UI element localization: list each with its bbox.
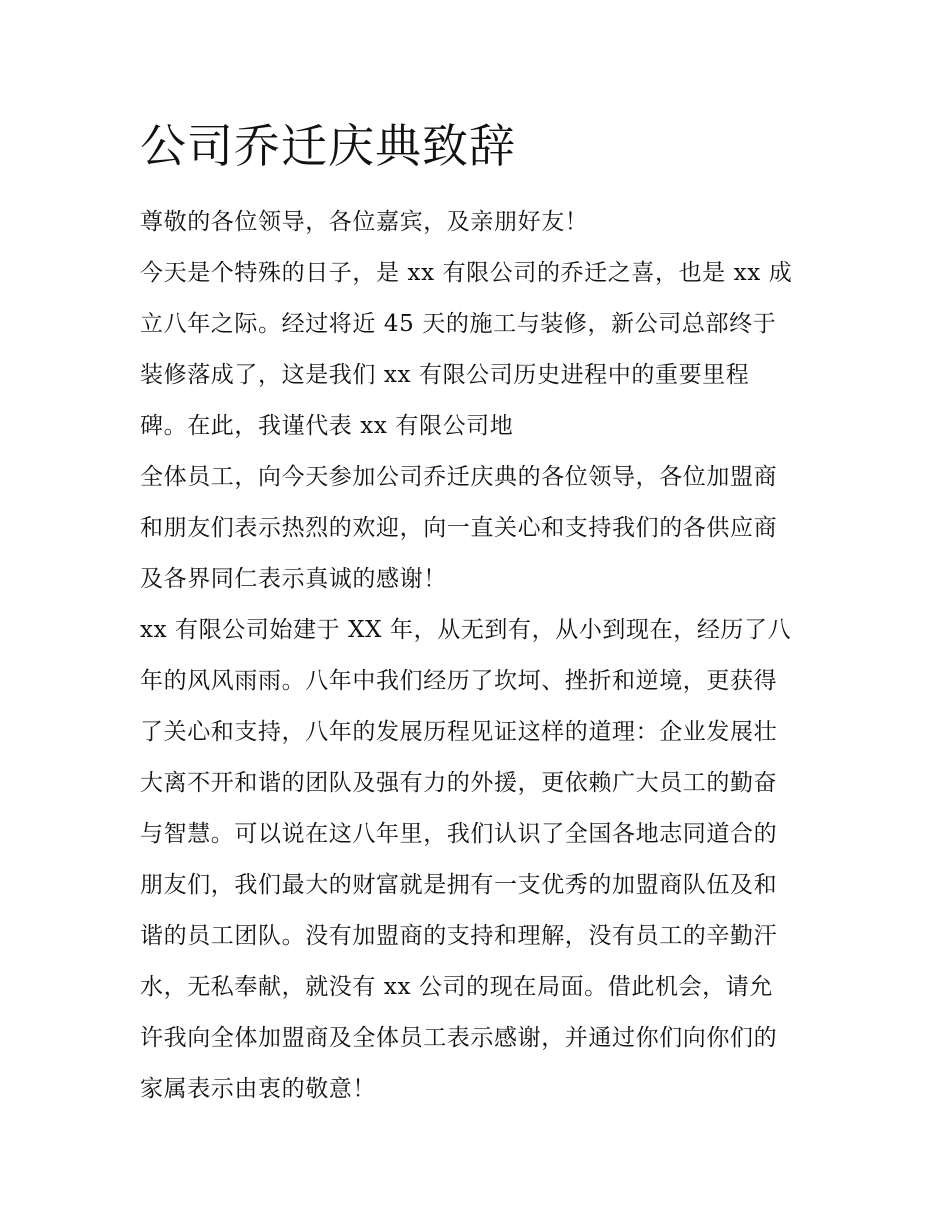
text-line: 年的风风雨雨。八年中我们经历了坎坷、挫折和逆境，更获得 [140,668,778,694]
text-line: 与智慧。可以说在这八年里，我们认识了全国各地志同道合的 [140,821,778,847]
text-line: 朋友们，我们最大的财富就是拥有一支优秀的加盟商队伍及和 [140,872,778,898]
text-line: 装修落成了，这是我们 xx 有限公司历史进程中的重要里程 [140,362,750,388]
text-line: 尊敬的各位领导，各位嘉宾，及亲朋好友！ [140,209,589,235]
text-line: 立八年之际。经过将近 45 天的施工与装修，新公司总部终于 [140,311,777,337]
text-line: 及各界同仁表示真诚的感谢！ [140,566,447,592]
document-title: 公司乔迁庆典致辞 [140,119,516,173]
text-line: 水，无私奉献，就没有 xx 公司的现在局面。借此机会，请允 [140,974,773,1000]
text-line: 今天是个特殊的日子，是 xx 有限公司的乔迁之喜，也是 xx 成 [140,260,793,286]
text-line: 大离不开和谐的团队及强有力的外援，更依赖广大员工的勤奋 [140,770,778,796]
text-line: 了关心和支持，八年的发展历程见证这样的道理：企业发展壮 [140,719,778,745]
text-line: xx 有限公司始建于 XX 年，从无到有，从小到现在，经历了八 [140,617,792,643]
text-line: 碑。在此，我谨代表 xx 有限公司地 [140,413,514,439]
text-line: 许我向全体加盟商及全体员工表示感谢，并通过你们向你们的 [140,1025,778,1051]
text-line: 谐的员工团队。没有加盟商的支持和理解，没有员工的辛勤汗 [140,923,778,949]
document-body [140,197,830,1115]
text-line: 家属表示由衷的敬意！ [140,1076,376,1102]
text-line: 全体员工，向今天参加公司乔迁庆典的各位领导，各位加盟商 [140,464,778,490]
text-line: 和朋友们表示热烈的欢迎，向一直关心和支持我们的各供应商 [140,515,778,541]
